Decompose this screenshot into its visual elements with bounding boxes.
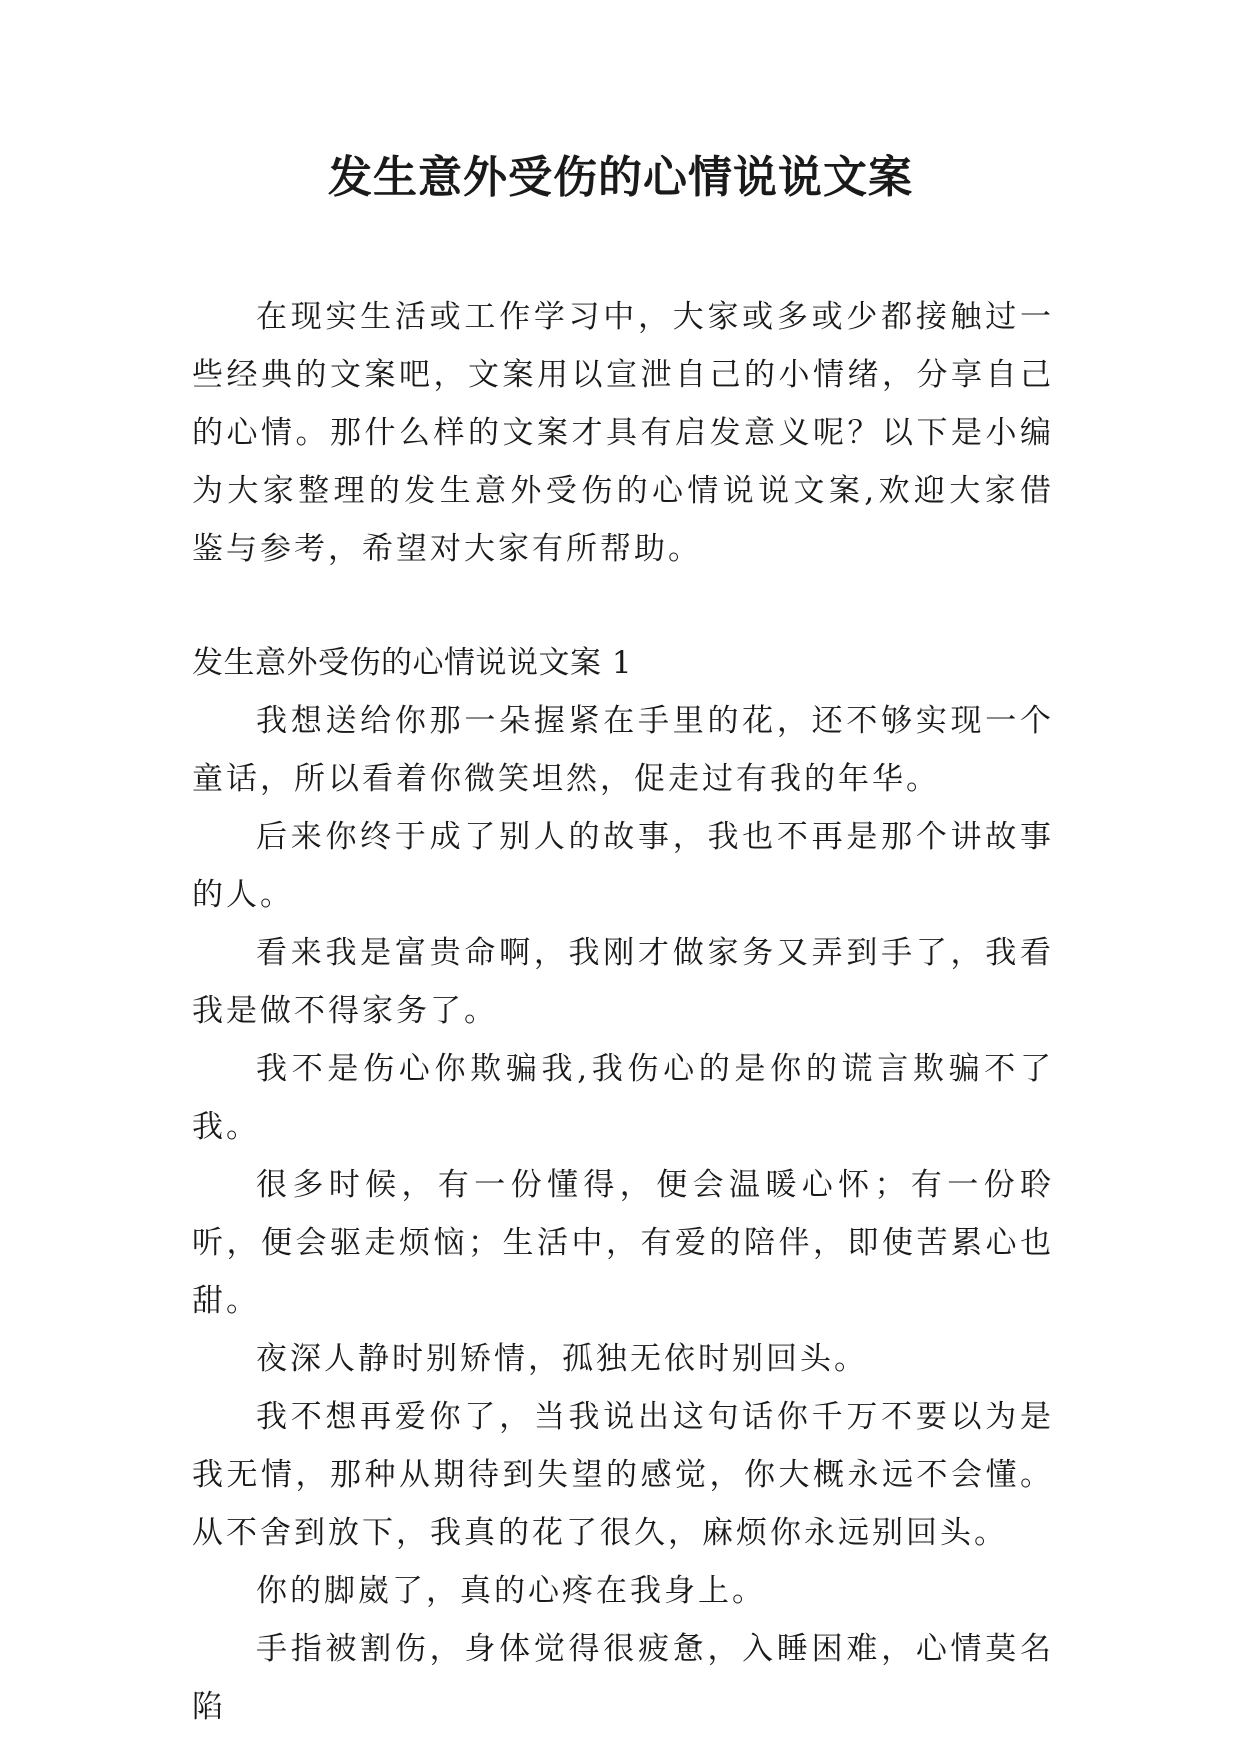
body-paragraph: 我不是伤心你欺骗我,我伤心的是你的谎言欺骗不了我。: [192, 1051, 1054, 1145]
body-paragraph: 我不想再爱你了，当我说出这句话你千万不要以为是我无情，那种从期待到失望的感觉，你大概永远不会懂。从不舍到放下，我真的花了很久，麻烦你永远别回头。: [192, 1399, 1054, 1551]
intro-paragraph: 在现实生活或工作学习中，大家或多或少都接触过一些经典的文案吧，文案用以宣泄自己的小情绪，分享自己的心情。那什么样的文案才具有启发意义呢？以下是小编为大家整理的发生意外受伤的心情说说文案,欢迎大家借鉴与参考，希望对大家有所帮助。: [192, 299, 1054, 567]
document-body: [192, 288, 1054, 1736]
body-paragraph: 你的脚崴了，真的心疼在我身上。: [256, 1573, 766, 1609]
body-paragraph: 手指被割伤，身体觉得很疲惫，入睡困难，心情莫名陷: [192, 1631, 1054, 1725]
section-heading: 发生意外受伤的心情说说文案 1: [192, 645, 633, 681]
body-paragraph: 后来你终于成了别人的故事，我也不再是那个讲故事的人。: [192, 819, 1054, 913]
body-paragraph: 看来我是富贵命啊，我刚才做家务又弄到手了，我看我是做不得家务了。: [192, 935, 1054, 1029]
body-paragraph: 我想送给你那一朵握紧在手里的花，还不够实现一个童话，所以看着你微笑坦然，促走过有我的年华。: [192, 703, 1054, 797]
body-paragraph: 夜深人静时别矫情，孤独无依时别回头。: [256, 1341, 868, 1377]
body-paragraph: 很多时候，有一份懂得，便会温暖心怀；有一份聆听，便会驱走烦恼；生活中，有爱的陪伴，即使苦累心也甜。: [192, 1167, 1054, 1319]
document-title: 发生意外受伤的心情说说文案: [328, 152, 913, 203]
